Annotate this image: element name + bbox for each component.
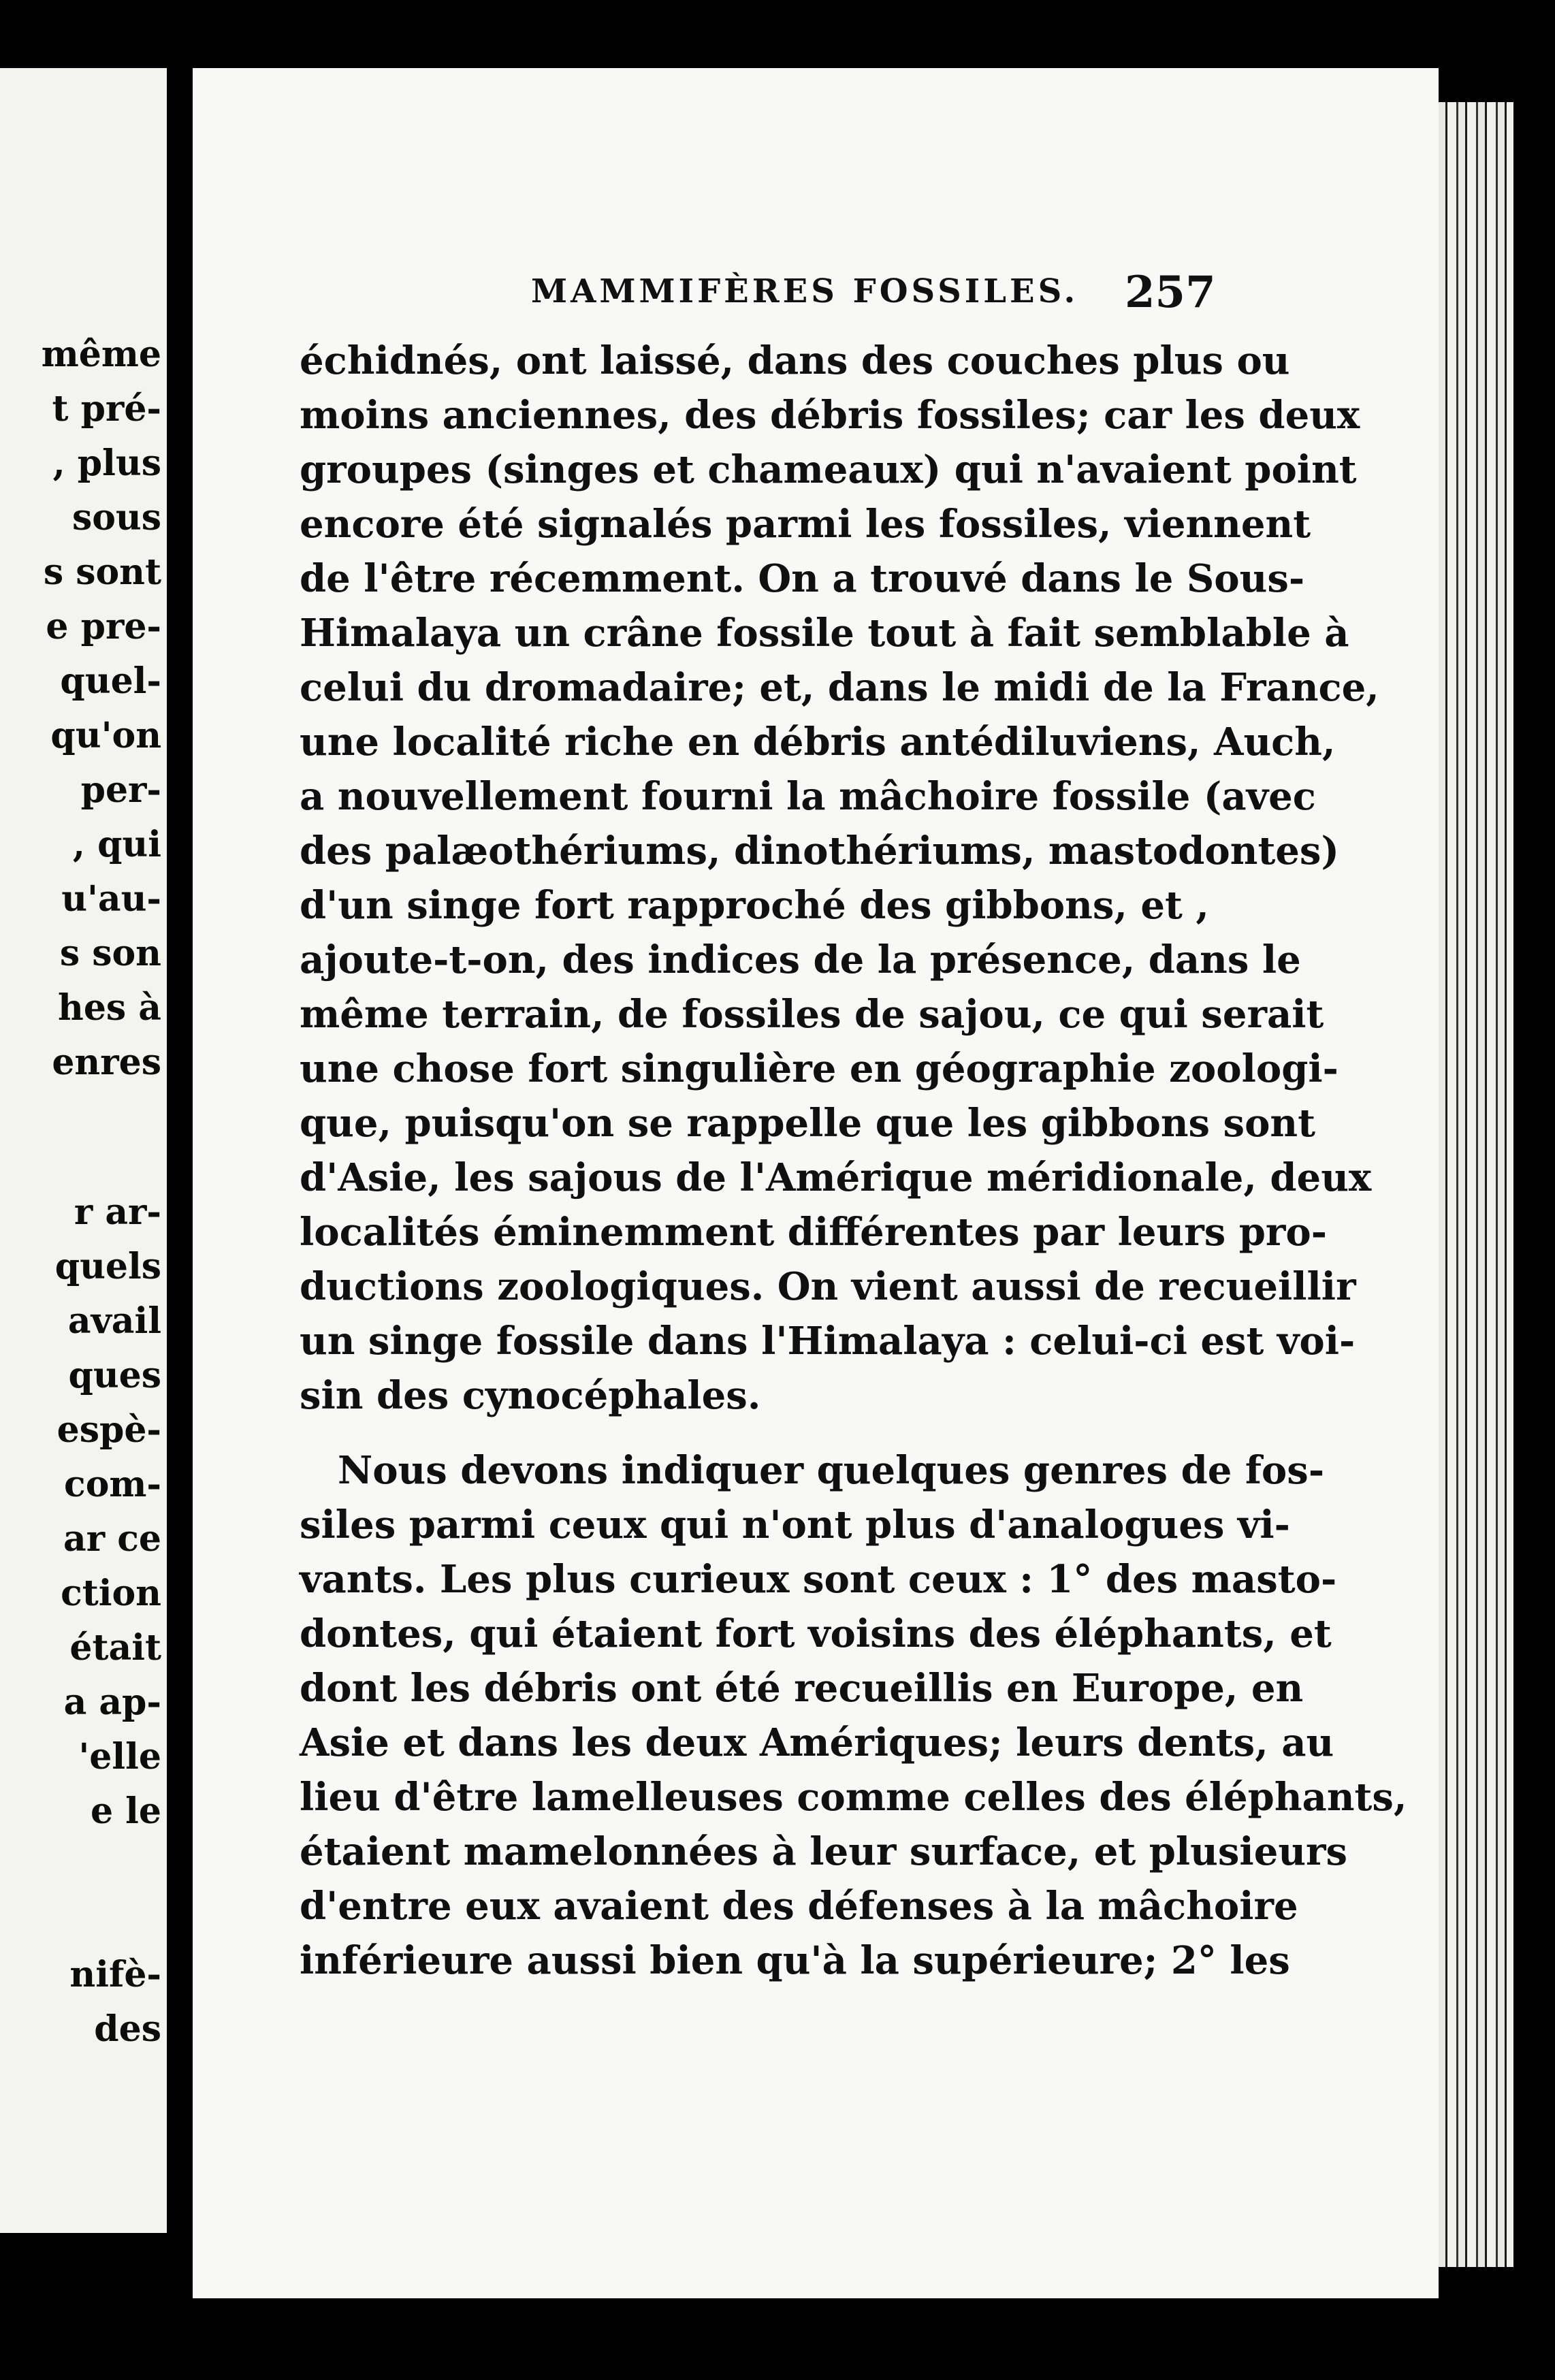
facing-page-line: a ap- <box>63 1682 161 1723</box>
text-line: ductions zoologiques. On vient aussi de recueillir <box>300 1264 1356 1309</box>
text-line: dontes, qui étaient fort voisins des éléphants, et <box>300 1611 1332 1656</box>
facing-page-line: u'au- <box>61 878 161 920</box>
facing-page-line: même <box>41 334 161 375</box>
text-line: a nouvellement fourni la mâchoire fossile (avec <box>300 774 1316 819</box>
text-line: Himalaya un crâne fossile tout à fait semblable à <box>300 611 1349 656</box>
facing-page-line: qu'on <box>50 715 161 756</box>
facing-page-line: enres <box>52 1042 161 1083</box>
facing-page-line: , qui <box>72 824 161 865</box>
text-line: d'un singe fort rapproché des gibbons, et , <box>300 883 1209 928</box>
page-edges <box>1439 102 1513 2267</box>
facing-page-line: espè- <box>57 1409 161 1451</box>
text-line: moins anciennes, des débris fossiles; car les deux <box>300 393 1360 438</box>
running-head: MAMMIFÈRES FOSSILES. <box>531 272 1079 310</box>
facing-page-line: sous <box>71 497 161 538</box>
text-line: siles parmi ceux qui n'ont plus d'analogues vi- <box>300 1502 1290 1547</box>
page-number: 257 <box>1125 267 1216 318</box>
text-line: même terrain, de fossiles de sajou, ce qui serait <box>300 992 1324 1037</box>
text-line: celui du dromadaire; et, dans le midi de la France, <box>300 665 1379 710</box>
facing-page <box>0 68 167 2233</box>
text-line: vants. Les plus curieux sont ceux : 1° des masto- <box>300 1557 1337 1602</box>
facing-page-line: quels <box>54 1246 161 1287</box>
facing-page-line: s sont <box>43 551 161 593</box>
facing-page-line: com- <box>64 1464 161 1505</box>
text-line: étaient mamelonnées à leur surface, et plusieurs <box>300 1829 1348 1874</box>
text-line: ajoute-t-on, des indices de la présence, dans le <box>300 937 1301 982</box>
text-line: encore été signalés parmi les fossiles, viennent <box>300 502 1311 547</box>
text-line: dont les débris ont été recueillis en Europe, en <box>300 1666 1304 1711</box>
facing-page-line: t pré- <box>52 388 161 430</box>
text-line: d'entre eux avaient des défenses à la mâchoire <box>300 1884 1298 1929</box>
facing-page-line: avail <box>67 1300 161 1342</box>
facing-page-line: per- <box>80 769 161 811</box>
text-line: des palæothériums, dinothériums, mastodontes) <box>300 829 1339 873</box>
facing-page-line: r ar- <box>74 1191 161 1233</box>
text-line: que, puisqu'on se rappelle que les gibbons sont <box>300 1101 1316 1146</box>
text-line: inférieure aussi bien qu'à la supérieure; 2° les <box>300 1938 1290 1983</box>
facing-page-line: ction <box>61 1573 161 1614</box>
facing-page-line: , plus <box>52 443 161 484</box>
text-line: de l'être récemment. On a trouvé dans le Sous- <box>300 556 1305 601</box>
text-line: échidnés, ont laissé, dans des couches plus ou <box>300 338 1290 383</box>
facing-page-line: e le <box>90 1790 161 1832</box>
facing-page-line: ques <box>68 1355 161 1396</box>
facing-page-line: était <box>69 1627 161 1669</box>
facing-page-line: hes à <box>58 987 161 1029</box>
facing-page-line: des <box>94 2008 161 2050</box>
facing-page-line: s son <box>59 933 161 974</box>
facing-page-line: quel- <box>60 660 161 702</box>
text-line: groupes (singes et chameaux) qui n'avaient point <box>300 447 1357 492</box>
text-line: une chose fort singulière en géographie zoologi- <box>300 1046 1338 1091</box>
facing-page-line: 'elle <box>78 1736 161 1778</box>
text-line: Nous devons indiquer quelques genres de fos- <box>338 1448 1325 1493</box>
text-line: une localité riche en débris antédiluviens, Auch, <box>300 720 1336 765</box>
text-line: d'Asie, les sajous de l'Amérique méridionale, deux <box>300 1155 1372 1200</box>
facing-page-line: nifè- <box>69 1954 161 1995</box>
text-line: un singe fossile dans l'Himalaya : celui-ci est voi- <box>300 1319 1356 1364</box>
text-line: sin des cynocéphales. <box>300 1373 761 1418</box>
facing-page-line: ar ce <box>63 1518 161 1560</box>
text-line: localités éminemment différentes par leurs pro- <box>300 1210 1328 1255</box>
text-line: Asie et dans les deux Amériques; leurs dents, au <box>300 1720 1334 1765</box>
facing-page-line: e pre- <box>46 606 161 647</box>
text-line: lieu d'être lamelleuses comme celles des éléphants, <box>300 1775 1407 1820</box>
